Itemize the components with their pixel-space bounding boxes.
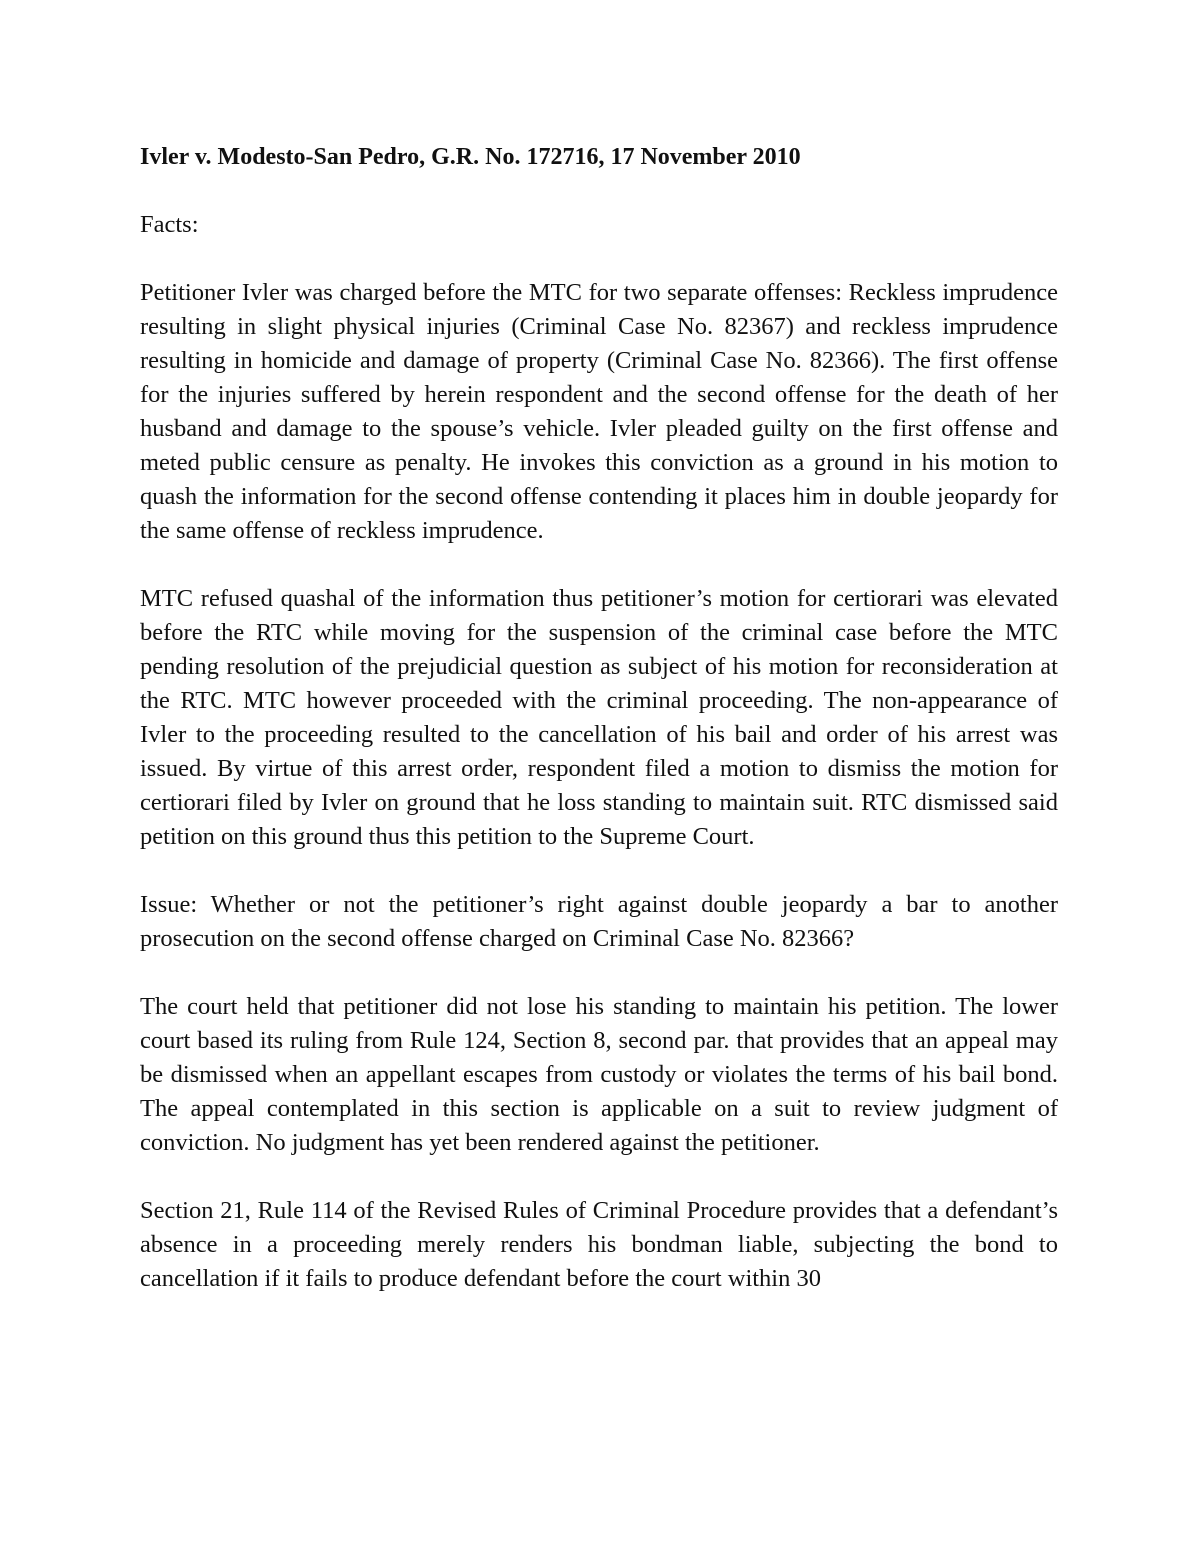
- paragraph-issue: Issue: Whether or not the petitioner’s right against double jeopardy a bar to another prosecution on the second offense charged on Criminal Case No. 82366?: [140, 891, 1058, 952]
- paragraph-section-21: Section 21, Rule 114 of the Revised Rules of Criminal Procedure provides that a defendant’s absence in a proceeding merely renders his bondman liable, subjecting the bond to cancellation if it fails to produce defendant before the court within 30: [140, 1197, 1058, 1292]
- paragraph-ruling: The court held that petitioner did not lose his standing to maintain his petition. The lower court based its ruling from Rule 124, Section 8, second par. that provides that an appeal may be dismissed when an appellant escapes from custody or violates the terms of his bail bond. The appeal contemplated in this section is applicable on a suit to review judgment of conviction. No judgment has yet been rendered against the petitioner.: [140, 993, 1058, 1156]
- facts-heading: Facts:: [140, 211, 199, 238]
- paragraph-procedural-history: MTC refused quashal of the information thus petitioner’s motion for certiorari was elevated before the RTC while moving for the suspension of the criminal case before the MTC pending resolution of the prejudicial question as subject of his motion for reconsideration at the RTC. MTC however proceeded with the criminal proceeding. The non-appearance of Ivler to the proceeding resulted to the cancellation of his bail and order of his arrest was issued. By virtue of this arrest order, respondent filed a motion to dismiss the motion for certiorari filed by Ivler on ground that he loss standing to maintain suit. RTC dismissed said petition on this ground thus this petition to the Supreme Court.: [140, 585, 1058, 850]
- case-title: Ivler v. Modesto-San Pedro, G.R. No. 172716, 17 November 2010: [140, 144, 801, 170]
- paragraph-facts: Petitioner Ivler was charged before the MTC for two separate offenses: Reckless imprudence resulting in slight physical injuries (Criminal Case No. 82367) and reckless imprudence resulting in homicide and damage of property (Criminal Case No. 82366). The first offense for the injuries suffered by herein respondent and the second offense for the death of her husband and damage to the spouse’s vehicle. Ivler pleaded guilty on the first offense and meted public censure as penalty. He invokes this conviction as a ground in his motion to quash the information for the second offense contending it places him in double jeopardy for the same offense of reckless imprudence.: [140, 279, 1058, 544]
- document-body: [140, 140, 1058, 1296]
